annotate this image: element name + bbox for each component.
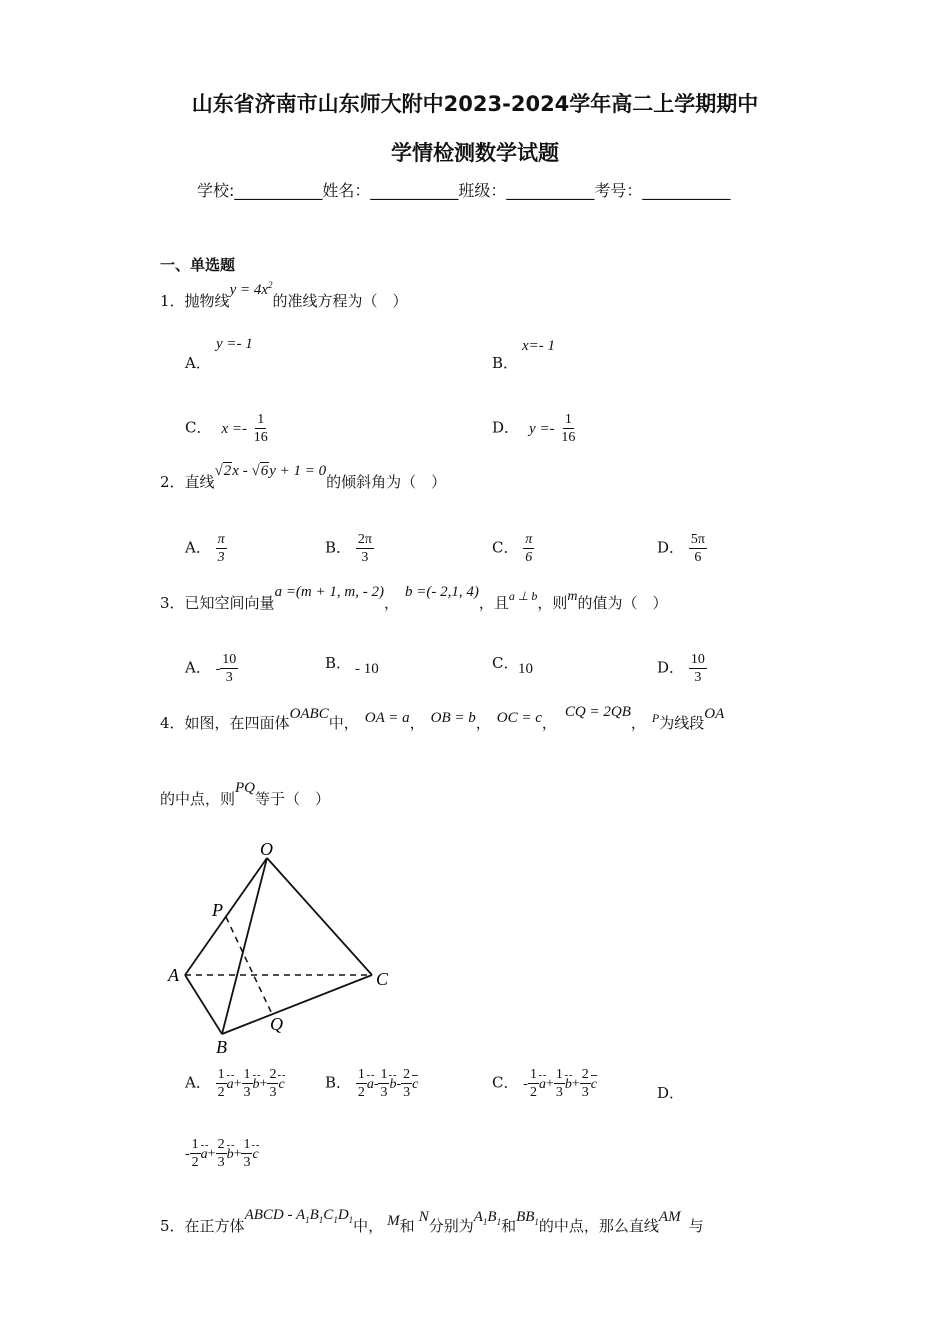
q1-option-b-value: x=- 1: [522, 338, 556, 354]
q3-a-pre: -: [215, 661, 221, 677]
q1-d-pre: y =-: [529, 420, 555, 437]
q4-eq-3: OC = c: [496, 710, 542, 726]
q2-c-den: 6: [525, 550, 533, 565]
q4-option-a[interactable]: [185, 1066, 285, 1101]
q3-a-den: 3: [225, 670, 233, 685]
q5-sub-3: 1: [333, 1215, 338, 1225]
q1-option-a-value: y =- 1: [216, 336, 253, 352]
title-line-2: 学情检测数学试题: [391, 141, 559, 165]
q1-expr-base: y = 4x: [229, 282, 268, 298]
q4-d-sign: -: [185, 1146, 190, 1162]
q5-a1b1-b: B: [487, 1209, 497, 1225]
q4-c-f2: [554, 1066, 565, 1101]
q1-option-a[interactable]: [185, 352, 211, 373]
q3-c-label: C．: [492, 654, 519, 672]
q5-a1b1-sub1: 1: [482, 1217, 488, 1227]
q4-c-f2-num: 1: [555, 1067, 563, 1082]
q3-d-fraction: [689, 651, 707, 686]
q3-vector-a: a =(m + 1, m, - 2): [274, 584, 384, 600]
edge-ob: [222, 858, 267, 1034]
label-o: O: [260, 839, 273, 859]
q5-a1b1: [474, 1209, 501, 1225]
q4-a-f3: [267, 1066, 278, 1101]
q4-a-f1-num: 1: [217, 1067, 225, 1082]
q3-suffix: 的值为（ ）: [577, 594, 668, 612]
q4-c-vec-b: b: [564, 1076, 572, 1092]
q1-expr: [230, 282, 273, 298]
q4-c-f3: [580, 1066, 591, 1101]
q5-prefix: 在正方体: [184, 1217, 245, 1235]
q4-d-vec-c: c: [252, 1146, 259, 1162]
q5-a1b1-a: A: [473, 1209, 483, 1225]
q5-a1b1-sub2: 1: [496, 1217, 502, 1227]
q3-option-c[interactable]: [492, 652, 518, 673]
tetrahedron-figure: [160, 830, 410, 1060]
q5-sub-1: 1: [305, 1215, 310, 1225]
title-line-1: 山东省济南市山东师大附中2023-2024学年高二上学期期中: [191, 92, 759, 116]
q5-mid2: 的中点，那么直线: [538, 1217, 659, 1235]
q5-number: 5．: [160, 1217, 185, 1235]
edge-bc: [222, 975, 372, 1034]
q4-eq-2: OB = b: [430, 710, 476, 726]
q4-a-vec-b: b: [252, 1076, 260, 1092]
q4-comma-4: ，: [630, 714, 646, 732]
q4-c-f1-den: 2: [529, 1085, 537, 1100]
q3-d-label: D．: [657, 658, 685, 677]
q4-b-f3-num: 2: [403, 1067, 411, 1082]
q1-c-pre: x =-: [221, 420, 248, 437]
q4-d-f1-den: 2: [191, 1155, 199, 1170]
q4-c-vec-a: a: [538, 1076, 546, 1092]
q1-c-fraction: [252, 411, 270, 446]
q4-c-op2: +: [571, 1076, 580, 1092]
q4-mid: 中，: [328, 714, 359, 732]
edge-oa: [185, 858, 267, 975]
q4-comma-1: ，: [409, 714, 425, 732]
q2-a-num: π: [217, 532, 225, 547]
q4-d-label: D．: [657, 1084, 685, 1102]
q4-b-vec-c: c: [412, 1076, 419, 1092]
q4-d-f3-num: 1: [243, 1137, 251, 1152]
q5-am: AM: [658, 1209, 681, 1225]
q3-b-value: - 10: [355, 661, 379, 677]
q4-c-label: C．: [492, 1073, 519, 1092]
q3-sep-1: ，: [383, 594, 399, 612]
q4-d-op2: +: [233, 1146, 242, 1162]
q4-b-f1: [356, 1066, 367, 1101]
q4-d-f3: [241, 1136, 252, 1171]
q5-bb1-sub: 1: [534, 1217, 539, 1227]
q4-option-d[interactable]: [657, 1082, 684, 1103]
q4-c-f1: [528, 1066, 539, 1101]
q3-a-label: A．: [185, 658, 211, 677]
q3-number: 3．: [160, 594, 185, 612]
q1-option-b[interactable]: [492, 352, 518, 373]
q1-suffix: 的准线方程为（ ）: [272, 292, 408, 310]
q4-c-vec-c: c: [590, 1076, 597, 1092]
q4-c-f3-den: 3: [581, 1085, 589, 1100]
q3-vector-b: b =(- 2,1, 4): [404, 584, 479, 600]
q4-a-f3-den: 3: [269, 1085, 277, 1100]
q4-eq-1: OA = a: [364, 710, 410, 726]
q4-b-f1-den: 2: [357, 1085, 365, 1100]
q3-d-den: 3: [694, 670, 702, 685]
q3-b-label: B．: [325, 654, 352, 672]
q5-sub-4: 1: [348, 1215, 354, 1225]
q2-a-fraction: [216, 531, 227, 566]
q2-number: 2．: [160, 473, 185, 491]
q4-d-op1: +: [207, 1146, 216, 1162]
q4-a-op1: +: [233, 1076, 242, 1092]
label-a: A: [168, 965, 179, 985]
q4-eq-4: CQ = 2QB: [564, 704, 631, 720]
edge-oc: [267, 858, 372, 975]
q4-line2-suf: 等于（ ）: [255, 790, 331, 808]
q2-d-den: 6: [694, 550, 702, 565]
question-3-stem: [160, 584, 668, 613]
q1-d-fraction: [559, 411, 577, 446]
q4-prefix: 如图，在四面体: [184, 714, 290, 732]
q4-tetra: OABC: [289, 706, 329, 722]
q3-prefix: 已知空间向量: [184, 594, 275, 612]
q5-n: N: [418, 1209, 429, 1225]
q4-p: P: [651, 711, 660, 725]
label-p: P: [212, 900, 223, 920]
q2-suffix: 的倾斜角为（ ）: [326, 473, 447, 491]
q4-a-f1: [216, 1066, 227, 1101]
q5-yu: 与: [688, 1217, 704, 1235]
q2-b-den: 3: [361, 550, 369, 565]
q1-number: 1．: [160, 292, 185, 310]
q5-he: 和: [399, 1217, 415, 1235]
q4-a-op2: +: [259, 1076, 268, 1092]
q3-sep-3: ，则: [537, 594, 568, 612]
q4-b-f2-den: 3: [380, 1085, 388, 1100]
q2-b-num: 2π: [357, 532, 372, 547]
q4-a-label: A．: [185, 1073, 211, 1092]
q4-pq: PQ: [235, 780, 256, 796]
q1-d-label: D．: [492, 418, 520, 437]
q2-x-term: x -: [232, 463, 248, 479]
q2-a-label: A．: [185, 538, 211, 557]
q2-expr: √2x - √6y + 1 = 0: [214, 463, 327, 479]
q5-cube-a: ABCD - A: [244, 1207, 306, 1223]
q4-b-op2: -: [396, 1076, 402, 1092]
q3-a-fraction: [220, 651, 238, 686]
q4-a-f2: [242, 1066, 253, 1101]
q2-d-label: D．: [657, 538, 685, 557]
q2-c-fraction: [523, 531, 534, 566]
q1-option-d[interactable]: [492, 411, 577, 446]
q4-a-f3-num: 2: [269, 1067, 277, 1082]
q4-d-f2-num: 2: [217, 1137, 225, 1152]
q1-d-den: 16: [561, 430, 576, 445]
q4-c-f3-num: 2: [581, 1067, 589, 1082]
q4-d-f3-den: 3: [243, 1155, 251, 1170]
q3-option-b[interactable]: [325, 652, 351, 673]
q1-c-label: C．: [185, 418, 212, 437]
q4-option-b[interactable]: [325, 1066, 418, 1101]
q4-oa: OA: [704, 706, 725, 722]
q4-b-f2: [378, 1066, 389, 1101]
q5-mid: 中，: [353, 1217, 384, 1235]
q2-option-b[interactable]: [325, 531, 374, 566]
q5-bb1: [516, 1209, 539, 1225]
q3-perp: a ⊥ b: [508, 589, 538, 603]
q3-sep-2: ，且: [478, 594, 509, 612]
q4-b-vec-a: a: [366, 1076, 374, 1092]
question-2-stem: [160, 463, 447, 492]
question-1-stem: [160, 280, 408, 311]
q4-c-f1-num: 1: [529, 1067, 537, 1082]
q4-a-vec-a: a: [226, 1076, 234, 1092]
q3-d-num: 10: [690, 652, 705, 667]
q4-c-sign: -: [523, 1076, 528, 1092]
q1-d-num: 1: [564, 412, 572, 427]
q4-option-c[interactable]: [492, 1066, 597, 1101]
q4-a-vec-c: c: [278, 1076, 285, 1092]
q4-b-op1: -: [373, 1076, 379, 1092]
q2-a-den: 3: [217, 550, 225, 565]
q1-prefix: 抛物线: [184, 292, 230, 310]
q4-b-f2-num: 1: [380, 1067, 388, 1082]
q4-line2-pre: 的中点，则: [160, 790, 236, 808]
q5-cube-d: D: [337, 1207, 349, 1223]
q1-b-label: B．: [492, 354, 519, 372]
q5-cube: [245, 1207, 354, 1223]
q4-c-f2-den: 3: [555, 1085, 563, 1100]
q4-d-f1: [190, 1136, 201, 1171]
question-4-stem: [160, 704, 725, 733]
q4-number: 4．: [160, 714, 185, 732]
q1-c-den: 16: [253, 430, 268, 445]
q4-d-f2: [216, 1136, 227, 1171]
q2-option-d[interactable]: [657, 531, 707, 566]
q4-option-d-expr: [185, 1136, 259, 1171]
q1-option-c[interactable]: [185, 411, 270, 446]
q4-a-f1-den: 2: [217, 1085, 225, 1100]
q4-b-vec-b: b: [389, 1076, 397, 1092]
question-4-stem-line2: [160, 780, 331, 809]
q2-option-a[interactable]: [185, 531, 227, 566]
q5-sub-2: 1: [318, 1215, 324, 1225]
q4-seg: 为线段: [659, 714, 705, 732]
q4-a-f2-num: 1: [243, 1067, 251, 1082]
q4-comma-2: ，: [475, 714, 491, 732]
q2-c-label: C．: [492, 538, 519, 557]
question-5-stem: [160, 1207, 704, 1237]
q2-b-label: B．: [325, 538, 352, 557]
q4-c-op1: +: [545, 1076, 554, 1092]
q4-b-f3-den: 3: [403, 1085, 411, 1100]
q5-m: M: [387, 1213, 400, 1229]
q4-comma-3: ，: [541, 714, 557, 732]
q4-d-f2-den: 3: [217, 1155, 225, 1170]
edge-ab: [185, 975, 222, 1034]
label-q: Q: [270, 1014, 283, 1034]
q2-c-num: π: [525, 532, 533, 547]
q4-d-f1-num: 1: [191, 1137, 199, 1152]
q4-b-f1-num: 1: [357, 1067, 365, 1082]
q2-b-fraction: [356, 531, 374, 566]
q5-he2: 和: [501, 1217, 517, 1235]
q4-a-f2-den: 3: [243, 1085, 251, 1100]
q4-d-vec-b: b: [226, 1146, 234, 1162]
q4-b-label: B．: [325, 1073, 352, 1092]
q3-c-value: 10: [518, 661, 533, 677]
q4-b-f3: [401, 1066, 412, 1101]
q2-root-2: 6: [260, 463, 269, 479]
q5-cube-c: C: [323, 1207, 334, 1223]
q2-d-num: 5π: [690, 532, 705, 547]
q5-cube-b: B: [309, 1207, 319, 1223]
q3-m: m: [567, 589, 578, 604]
q1-a-label: A．: [185, 354, 211, 372]
section-title: 一、单选题: [160, 256, 236, 274]
q2-y-term: y + 1 = 0: [269, 463, 327, 479]
q4-d-vec-a: a: [200, 1146, 208, 1162]
label-b: B: [216, 1037, 227, 1057]
q2-prefix: 直线: [184, 473, 215, 491]
q3-option-a[interactable]: [185, 651, 238, 686]
q2-option-c[interactable]: [492, 531, 534, 566]
q1-expr-exp: 2: [268, 280, 273, 290]
q2-root-1: 2: [223, 463, 232, 479]
q1-c-num: 1: [257, 412, 265, 427]
q2-d-fraction: [689, 531, 707, 566]
q3-a-num: 10: [222, 652, 237, 667]
student-info-line: 学校:___________姓名：___________班级：___________考号：___________: [197, 181, 731, 200]
q5-bb1-base: BB: [516, 1209, 535, 1225]
q3-option-d[interactable]: [657, 651, 707, 686]
label-c: C: [376, 969, 389, 989]
q5-fen: 分别为: [428, 1217, 474, 1235]
